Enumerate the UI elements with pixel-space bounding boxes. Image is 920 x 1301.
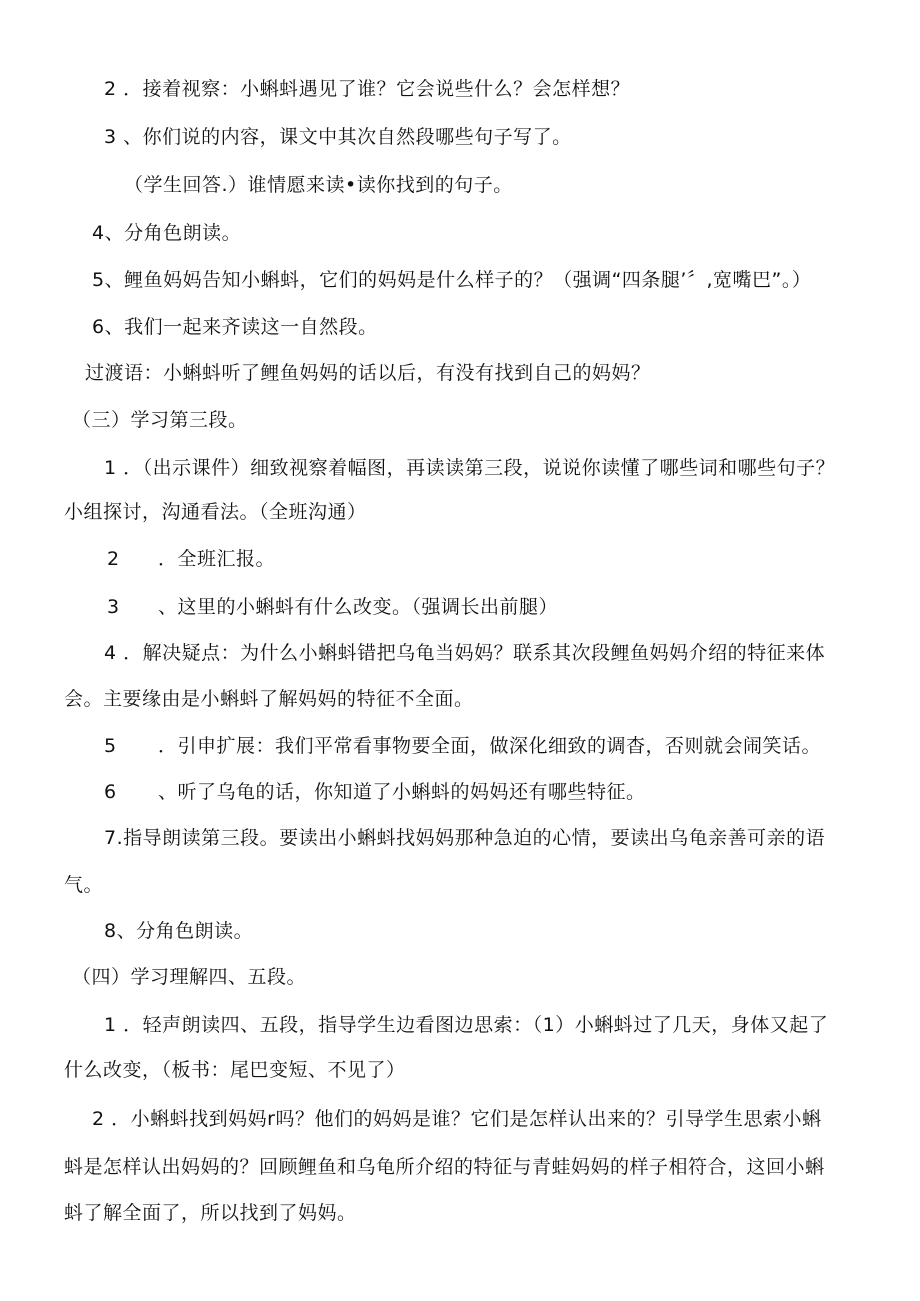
step-2-observe: 2 ．接着视察：小蝌蚪遇见了谁？它会说些什么？会怎样想？ (104, 78, 631, 100)
s3-step-5-text: ．引申扩展：我们平常看事物要全面，做深化细致的调杳，否则就会闹笑话。 (158, 735, 822, 757)
s3-step-4-line-2: 会。主要缘由是小蝌蚪了解妈妈的特征不全面。 (64, 688, 474, 710)
s3-step-2-number: 2 (107, 548, 120, 570)
step-5-carp-mother: 5、鲤鱼妈妈告知小蝌蚪，它们的妈妈是什么样子的？（强调“四条腿’〞,宽嘴巴”。） (92, 269, 812, 291)
student-answer-note: （学生回答.）谁情愿来读•读你找到的句子。 (124, 174, 513, 196)
s3-step-7-line-2: 气。 (64, 874, 104, 896)
s4-step-2-line-1: 2 ．小蝌蚪找到妈妈r吗？他们的妈妈是谁？它们是怎样认出来的？引导学生思索小蝌 (92, 1108, 822, 1130)
s4-step-2-line-3: 蚪了解全面了，所以找到了妈妈。 (64, 1202, 357, 1224)
s3-step-5-number: 5 (104, 735, 117, 757)
s3-step-6-text: 、听了乌龟的话，你知道了小蝌蚪的妈妈还有哪些特征。 (158, 781, 646, 803)
s3-step-3-text: 、这里的小蝌蚪有什么改变。（强调长出前腿） (158, 596, 559, 618)
s3-step-1-line-1: 1 ．（出示课件）细致视察着幅图，再读读第三段，说说你读懂了哪些词和哪些句子？ (104, 457, 836, 479)
s3-step-2-text: ．全班汇报。 (158, 548, 276, 570)
s3-step-1-line-2: 小组探讨，沟通看法。（全班沟通） (64, 501, 367, 523)
s4-step-1-line-1: 1 ．轻声朗读四、五段，指导学生边看图边思索：（1）小蝌蚪过了几天，身体又起了 (104, 1014, 829, 1036)
s3-step-7-line-1: 7.指导朗读第三段。要读出小蝌蚪找妈妈那种急迫的心情，要读出乌龟亲善可亲的语 (104, 827, 826, 849)
section-3-heading: （三）学习第三段。 (72, 409, 248, 431)
s4-step-1-line-2: 什么改变，（板书：尾巴变短、不见了） (64, 1059, 406, 1081)
s3-step-8-role-reading: 8、分角色朗读。 (104, 920, 254, 942)
s3-step-4-line-1: 4 ．解决疑点：为什么小蝌蚪错把乌龟当妈妈？联系其次段鲤鱼妈妈介绍的特征来体 (104, 642, 826, 664)
s3-step-6-number: 6 (104, 781, 117, 803)
step-6-read-together: 6、我们一起来齐读这一自然段。 (92, 316, 378, 338)
section-4-heading: （四）学习理解四、五段。 (72, 966, 307, 988)
transition-text: 过渡语：小蝌蚪听了鲤鱼妈妈的话以后，有没有找到自己的妈妈？ (85, 362, 651, 384)
step-3-content: 3 、你们说的内容，课文中其次自然段哪些句子写了。 (104, 126, 572, 148)
s4-step-2-line-2: 蚪是怎样认出妈妈的？回顾鲤鱼和乌龟所介绍的特征与青蛙妈妈的样子相符合，这回小蝌 (64, 1156, 825, 1178)
s3-step-3-number: 3 (107, 596, 120, 618)
step-4-role-reading: 4、分角色朗读。 (92, 222, 242, 244)
